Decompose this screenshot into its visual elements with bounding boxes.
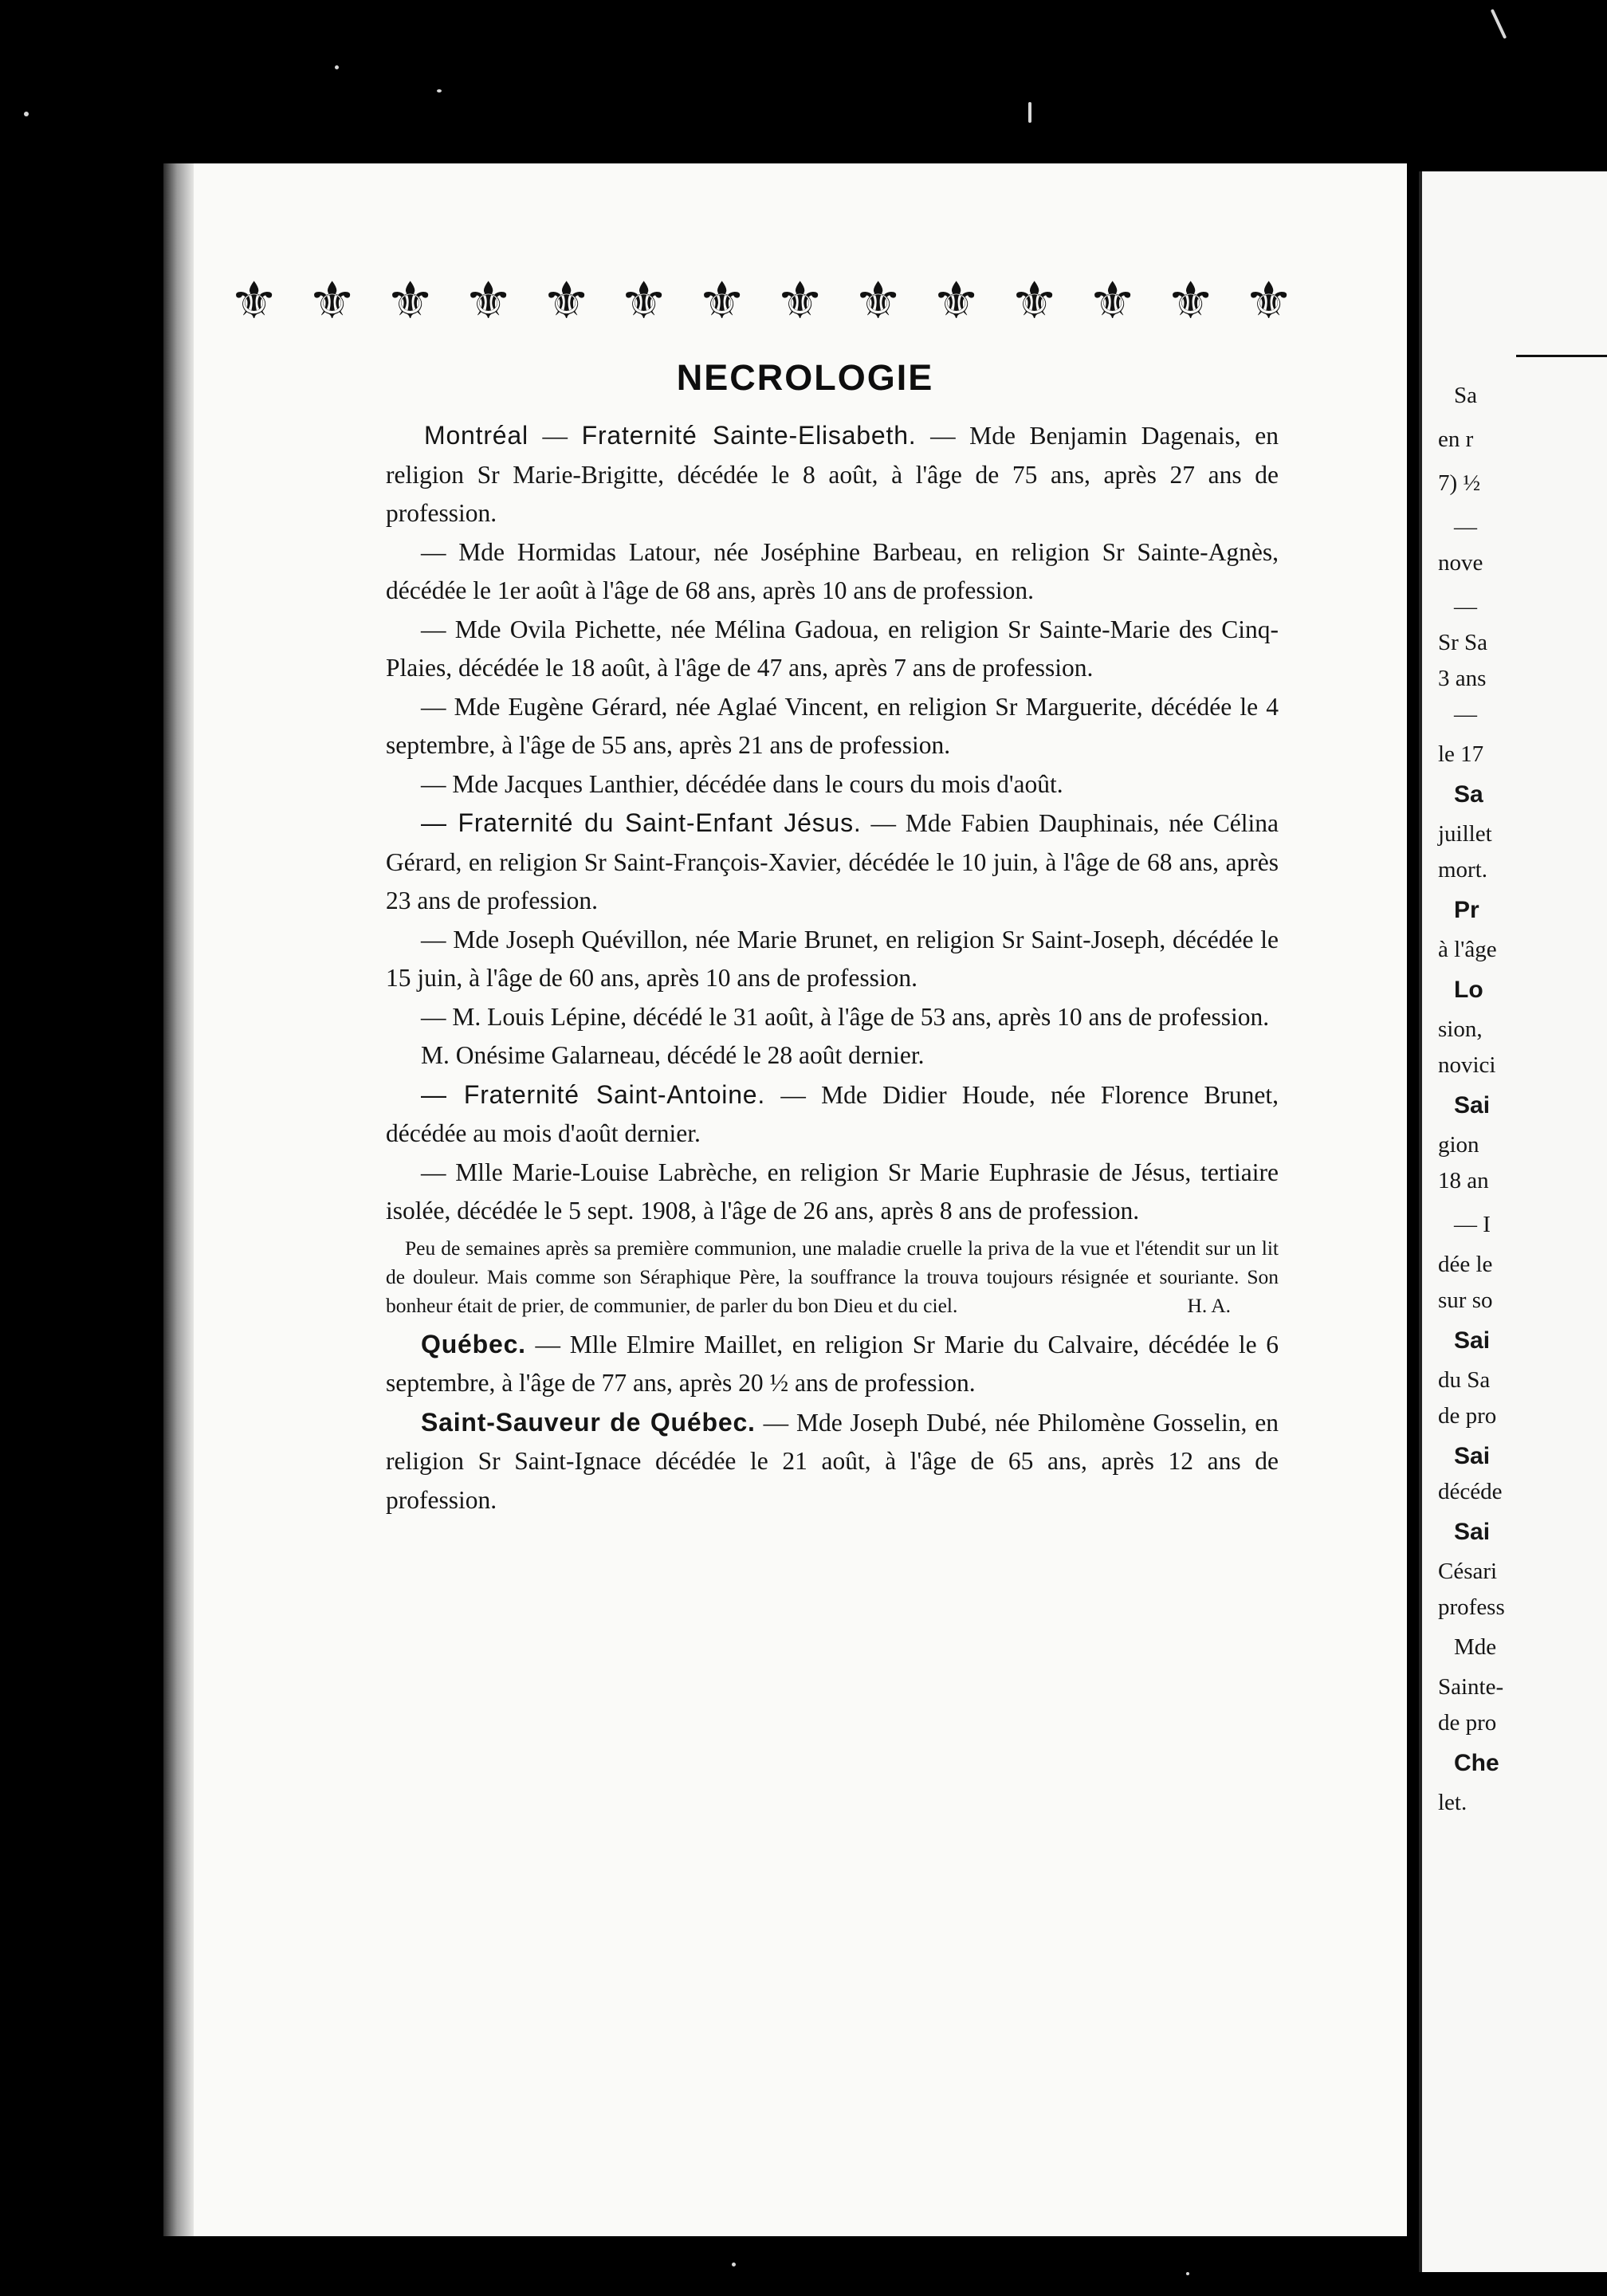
fleur-de-lis-icon: ⚜ (1243, 271, 1294, 331)
right-page-fragment: en r (1438, 427, 1474, 452)
right-page-fragment: — I (1454, 1212, 1491, 1237)
right-page-fragment: — (1454, 594, 1477, 619)
right-page-fragment: 18 an (1438, 1168, 1489, 1193)
fleur-de-lis-icon: ⚜ (229, 271, 280, 331)
article-body (386, 416, 1279, 1520)
entry-text: — Mlle Elmire Maillet, en religion Sr Marie du Calvaire, décédée le 6 septembre, à l'âge de 77 ans, après 20 ½ ans de profession. (386, 1330, 1279, 1397)
right-page-fragment: — (1454, 702, 1477, 727)
right-page-fragment: Sa (1454, 781, 1483, 808)
note-initials: H. A. (1187, 1293, 1231, 1317)
scan-speck (24, 112, 29, 116)
fleur-de-lis-icon: ⚜ (307, 271, 358, 331)
entry-text: — Mde Didier Houde, née Florence Brunet, décédée au mois d'août dernier. (386, 1080, 1279, 1147)
fleur-de-lis-icon: ⚜ (384, 271, 436, 331)
fraternity-heading: Fraternité Sainte-Elisabeth. (581, 421, 917, 450)
right-page-fragment: profess (1438, 1594, 1505, 1620)
right-page-fragment: Sai (1454, 1092, 1491, 1119)
page-title: NECROLOGIE (676, 357, 934, 398)
right-page-partial (1419, 171, 1607, 2272)
fleur-de-lis-icon: ⚜ (462, 271, 513, 331)
entry-quebec (386, 1325, 1279, 1403)
right-page-fragment: Sainte- (1438, 1674, 1504, 1700)
fleur-de-lis-icon: ⚜ (1165, 271, 1216, 331)
scan-speck (335, 65, 339, 69)
right-page-fragment: Sai (1454, 1327, 1491, 1354)
right-page-fragment: le 17 (1438, 741, 1484, 767)
entry-saint-sauveur (386, 1403, 1279, 1520)
right-page-fragment: Sai (1454, 1519, 1491, 1545)
right-page-rule (1516, 355, 1607, 357)
page-binding-edge (163, 163, 194, 2236)
entry-montreal (386, 416, 1279, 533)
fleur-de-lis-icon: ⚜ (931, 271, 982, 331)
right-page-fragment: 3 ans (1438, 666, 1487, 691)
separator: — (528, 422, 582, 450)
right-page-fragment: du Sa (1438, 1367, 1491, 1393)
fleur-de-lis-icon: ⚜ (1086, 271, 1138, 331)
right-page-fragment: gion (1438, 1132, 1479, 1158)
entry-text: — Mde Benjamin Dagenais, en religion Sr Marie-Brigitte, décédée le 8 août, à l'âge de 75 ans, après 27 ans de profession. (386, 422, 1279, 527)
entry: — Mde Ovila Pichette, née Mélina Gadoua, en religion Sr Sainte-Marie des Cinq-Plaies, décédée le 18 août, à l'âge de 47 ans, après 7 ans de profession. (386, 615, 1279, 682)
fleur-de-lis-icon: ⚜ (1009, 271, 1060, 331)
entry-text: — Mde Fabien Dauphinais, née Célina Gérard, en religion Sr Saint-François-Xavier, décédée le 10 juin, à l'âge de 68 ans, après 23 ans de profession. (386, 809, 1279, 914)
fleur-de-lis-icon: ⚜ (775, 271, 826, 331)
right-page-fragment: Sa (1454, 383, 1477, 408)
fleur-de-lis-icon: ⚜ (697, 271, 748, 331)
right-page-fragment: de pro (1438, 1710, 1497, 1736)
ornament-border (229, 267, 1294, 335)
scan-speck (1491, 9, 1507, 39)
entry-text: — Mde Joseph Dubé, née Philomène Gosselin, en religion Sr Saint-Ignace décédée le 21 août, à l'âge de 65 ans, après 12 ans de profession. (386, 1408, 1279, 1514)
right-page-fragment: Sr Sa (1438, 630, 1488, 655)
right-page-fragment: juillet (1438, 821, 1492, 847)
memorial-note (386, 1234, 1279, 1320)
entry: M. Onésime Galarneau, décédé le 28 août dernier. (421, 1041, 925, 1069)
entry: — Mde Hormidas Latour, née Joséphine Barbeau, en religion Sr Sainte-Agnès, décédée le 1er août à l'âge de 68 ans, après 10 ans de profession. (386, 537, 1279, 604)
place-heading: Saint-Sauveur de Québec. (421, 1407, 756, 1437)
scan-speck (1186, 2272, 1189, 2275)
right-page-fragment: sur so (1438, 1288, 1493, 1313)
right-page-fragment: Mde (1454, 1634, 1497, 1660)
scan-speck (437, 89, 442, 92)
right-page-fragment: dée le (1438, 1252, 1493, 1277)
scan-speck (732, 2263, 736, 2267)
right-page-fragment: Che (1454, 1750, 1499, 1776)
entry (386, 804, 1279, 921)
place-heading: Québec. (421, 1329, 526, 1358)
entry: — Mde Jacques Lanthier, décédée dans le cours du mois d'août. (421, 769, 1063, 798)
right-page-fragment: let. (1438, 1790, 1468, 1815)
right-page-fragment: novici (1438, 1052, 1496, 1078)
right-page-fragment: Césari (1438, 1559, 1498, 1584)
fleur-de-lis-icon: ⚜ (853, 271, 904, 331)
fleur-de-lis-icon: ⚜ (619, 271, 670, 331)
fraternity-heading: — Fraternité du Saint-Enfant Jésus. (421, 808, 862, 837)
scan-speck (1028, 102, 1031, 123)
entry: — Mde Joseph Quévillon, née Marie Brunet, en religion Sr Saint-Joseph, décédée le 15 juin, à l'âge de 60 ans, après 10 ans de profession. (386, 925, 1279, 992)
right-page-fragment: 7) ½ (1438, 470, 1481, 496)
right-page-fragment: sion, (1438, 1016, 1483, 1042)
right-page-fragment: décéde (1438, 1479, 1503, 1504)
fleur-de-lis-icon: ⚜ (540, 271, 591, 331)
entry: — Mlle Marie-Louise Labrèche, en religion Sr Marie Euphrasie de Jésus, tertiaire isolée, décédée le 5 sept. 1908, à l'âge de 26 ans, après 8 ans de profession. (386, 1158, 1279, 1225)
entry: — Mde Eugène Gérard, née Aglaé Vincent, en religion Sr Marguerite, décédée le 4 septembre, à l'âge de 55 ans, après 21 ans de profession. (386, 692, 1279, 759)
right-page-fragment: Lo (1454, 977, 1483, 1003)
right-page-fragment: mort. (1438, 857, 1488, 883)
entry: — M. Louis Lépine, décédé le 31 août, à l'âge de 53 ans, après 10 ans de profession. (421, 1002, 1270, 1031)
right-page-fragment: de pro (1438, 1403, 1497, 1429)
right-page-fragment: à l'âge (1438, 937, 1497, 962)
right-page-fragment: Sai (1454, 1443, 1491, 1469)
right-page-fragment: nove (1438, 550, 1483, 576)
right-page-fragment: — (1454, 514, 1477, 540)
fraternity-heading: — Fraternité Saint-Antoine. (421, 1079, 766, 1109)
entry (386, 1075, 1279, 1154)
place-heading: Montréal (424, 421, 528, 450)
right-page-fragment: Pr (1454, 897, 1479, 923)
note-text: Peu de semaines après sa première communion, une maladie cruelle la priva de la vue et l'étendit sur un lit de douleur. Mais comme son Séraphique Père, la souffrance la trouva toujours résignée et souriante. Son bonheur était de prier, de communier, de parler du bon Dieu et du ciel. (386, 1236, 1279, 1317)
